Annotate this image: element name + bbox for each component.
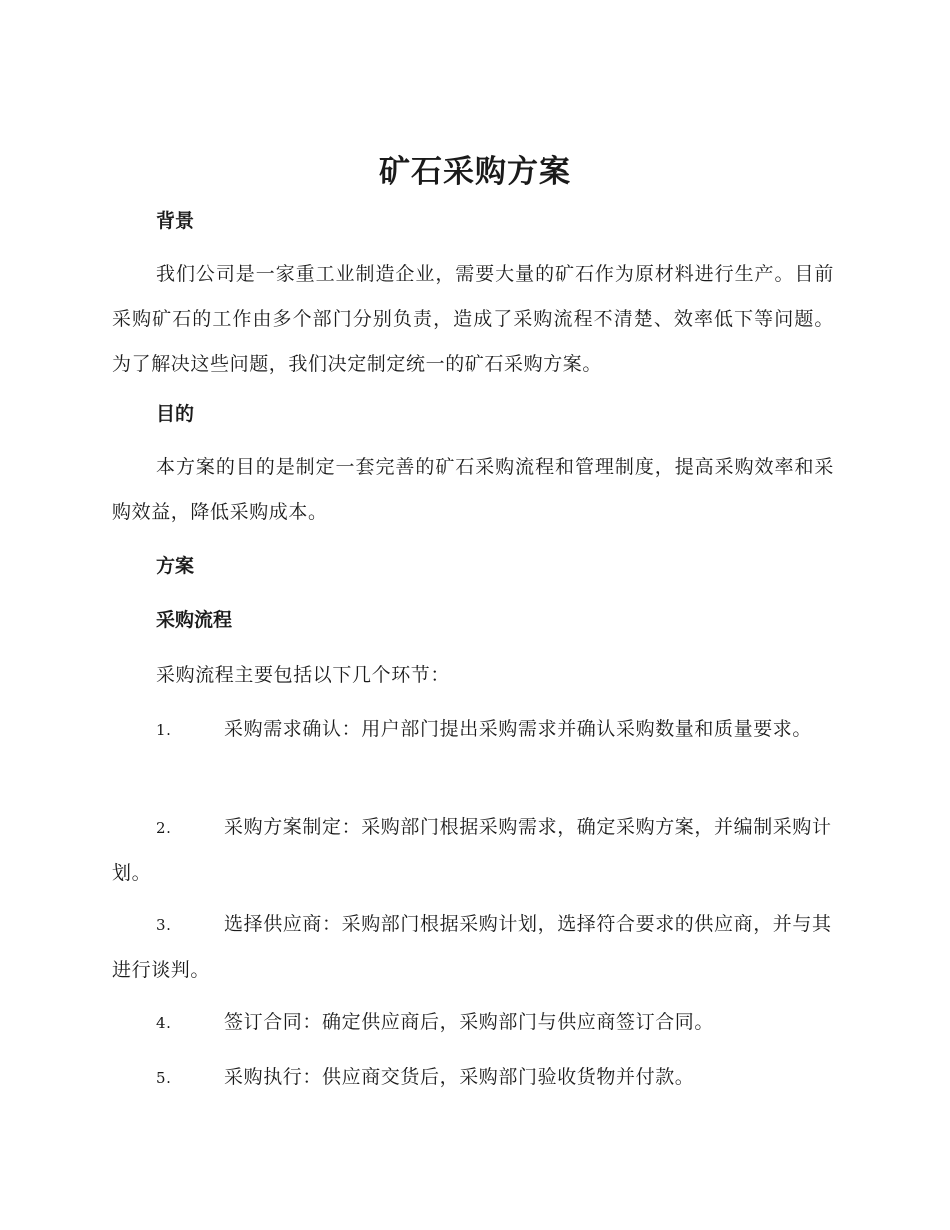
step-number: 2.	[156, 819, 172, 837]
section-heading-process: 采购流程	[156, 609, 233, 631]
process-step	[112, 707, 834, 753]
step-text: 签订合同：确定供应商后，采购部门与供应商签订合同。	[224, 1011, 715, 1033]
step-number: 4.	[156, 1014, 172, 1032]
section-heading-purpose: 目的	[156, 403, 195, 425]
step-text: 采购执行：供应商交货后，采购部门验收货物并付款。	[224, 1066, 695, 1088]
step-text: 选择供应商：采购部门根据采购计划，选择符合要求的供应商，并与其进行谈判。	[112, 913, 832, 981]
process-step	[112, 1055, 834, 1101]
step-text: 采购方案制定：采购部门根据采购需求，确定采购方案，并编制采购计划。	[112, 816, 832, 884]
process-intro-paragraph: 采购流程主要包括以下几个环节：	[156, 664, 451, 686]
step-number: 5.	[156, 1069, 172, 1087]
background-paragraph: 我们公司是一家重工业制造企业，需要大量的矿石作为原材料进行生产。目前采购矿石的工作由多个部门分别负责，造成了采购流程不清楚、效率低下等问题。为了解决这些问题，我们决定制定统一的矿石采购方案。	[112, 263, 834, 375]
purpose-paragraph: 本方案的目的是制定一套完善的矿石采购流程和管理制度，提高采购效率和采购效益，降低采购成本。	[112, 456, 834, 523]
document-title: 矿石采购方案	[379, 154, 571, 190]
step-number: 3.	[156, 916, 172, 934]
step-text: 采购需求确认：用户部门提出采购需求并确认采购数量和质量要求。	[224, 718, 813, 740]
process-step	[112, 902, 834, 993]
section-heading-background: 背景	[156, 210, 195, 232]
process-step	[112, 1000, 834, 1046]
section-heading-plan: 方案	[156, 555, 195, 577]
process-step	[112, 805, 834, 896]
step-number: 1.	[156, 721, 172, 739]
